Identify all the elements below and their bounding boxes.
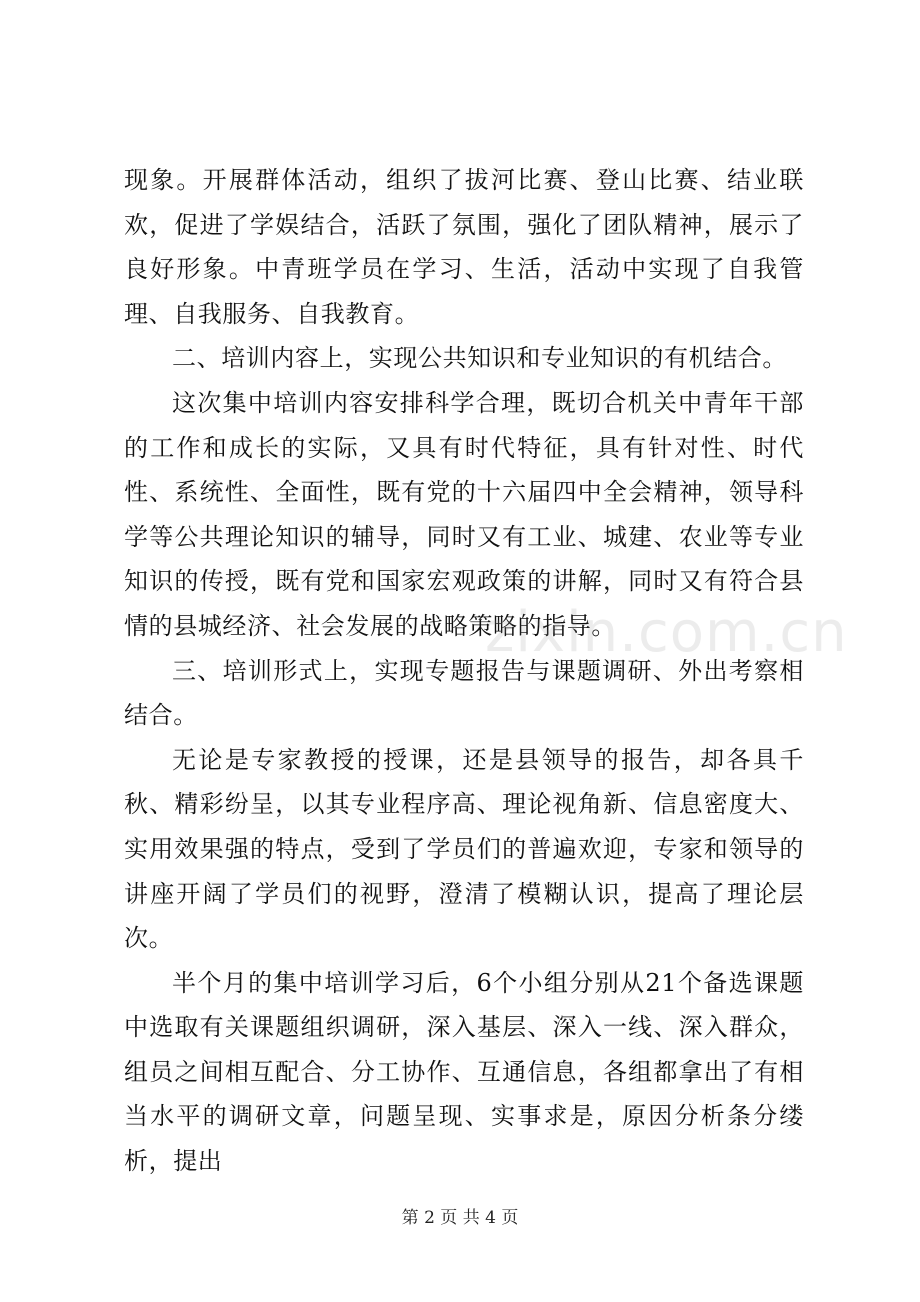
paragraph-research: 半个月的集中培训学习后，6个小组分别从21个备选课题中选取有关课题组织调研，深入基层、深入一线、深入群众，组员之间相互配合、分工协作、互通信息，各组都拿出了有相当水平的调研文章，问题呈现、实事求是，原因分析条分缕析，提出 (124, 968, 804, 1176)
paragraph-continuation: 现象。开展群体活动，组织了拔河比赛、登山比赛、结业联欢，促进了学娱结合，活跃了氛围，强化了团队精神，展示了良好形象。中青班学员在学习、生活，活动中实现了自我管理、自我服务、自我教育。 (124, 166, 804, 328)
section-heading-format: 三、培训形式上，实现专题报告与课题调研、外出考察相结合。 (124, 656, 804, 730)
paragraph-lectures: 无论是专家教授的授课，还是县领导的报告，却各具千秋、精彩纷呈，以其专业程序高、理论视角新、信息密度大、实用效果强的特点，受到了学员们的普遍欢迎，专家和领导的讲座开阔了学员们的视野，澄清了模糊认识，提高了理论层次。 (124, 745, 804, 953)
document-body (124, 158, 804, 1184)
section-heading-content: 二、培训内容上，实现公共知识和专业知识的有机结合。 (172, 344, 787, 373)
watermark: zixin.com.cn (485, 600, 848, 665)
paragraph-content: 这次集中培训内容安排科学合理，既切合机关中青年干部的工作和成长的实际，又具有时代特征，具有针对性、时代性、系统性、全面性，既有党的十六届四中全会精神，领导科学等公共理论知识的辅导，同时又有工业、城建、农业等专业知识的传授，既有党和国家宏观政策的讲解，同时又有符合县情的县城经济、社会发展的战略策略的指导。 (124, 388, 804, 640)
page-footer: 第 2 页 共 4 页 (401, 1208, 519, 1228)
